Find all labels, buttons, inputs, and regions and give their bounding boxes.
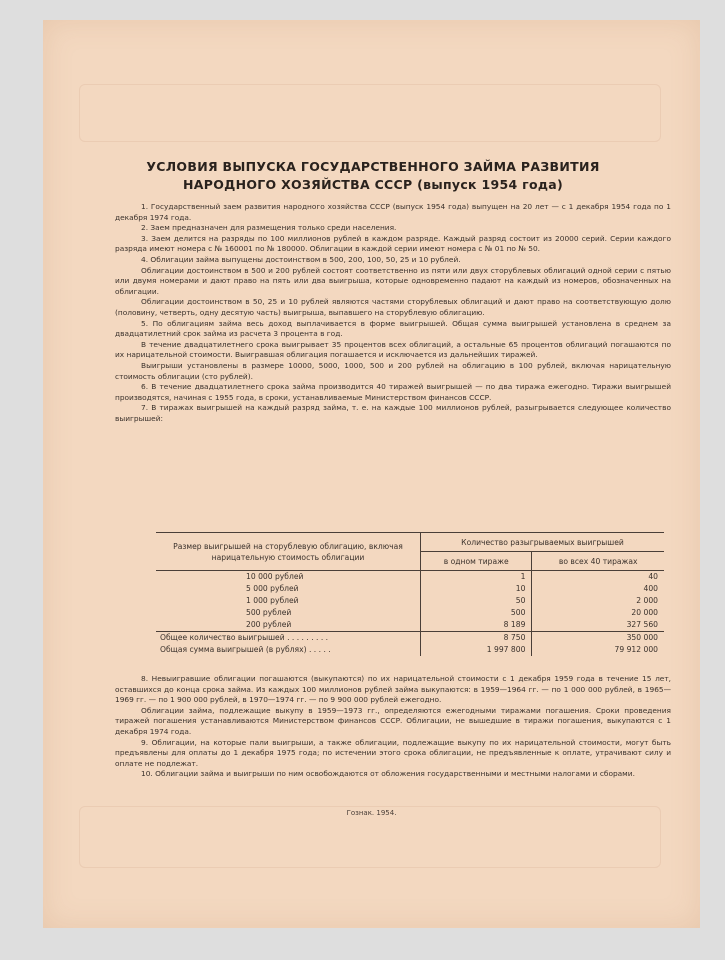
table-row [156,607,664,619]
paragraph: 3. Заем делится на разряды по 100 миллионов рублей в каждом разряде. Каждый разряд состоит из 20000 серий. Серии каждого разряда имеют номера с № 160001 по № 180000. Облигации в каждой серии имеют номера с № 01 по № 50. [115,233,671,254]
table-row [156,619,664,632]
show-through-frame-top [79,84,661,142]
prize-label-cell: 500 рублей [156,607,421,619]
prize-label-cell: 10 000 рублей [156,571,421,584]
one-draw-cell: 8 189 [421,619,532,632]
table-header-all-draws: во всех 40 тиражах [532,552,664,571]
paragraph: 9. Облигации, на которые пали выигрыши, а также облигации, подлежащие выкупу по их нарицательной стоимости, могут быть предъявлены для оплаты до 1 декабря 1975 года; по истечении этого срока облигации, не предъявленные к оплате, утрачивают силу и оплате не подлежат. [115,737,671,768]
all-draws-cell: 400 [643,584,658,593]
conditions-text-top [115,202,671,424]
paragraph: В течение двадцатилетнего срока выигрывает 35 процентов всех облигаций, а остальные 65 процентов облигаций погашаются по их нарицательной стоимости. Выигравшая облигация погашается и исключается из дальнейших тиражей. [115,339,671,360]
one-draw-cell: 1 [421,571,532,584]
bond-sheet [43,20,700,928]
paragraph: 5. По облигациям займа весь доход выплачивается в форме выигрышей. Общая сумма выигрышей установлена в среднем за двадцатилетний срок займа из расчета 3 процента в год. [115,318,671,339]
all-draws-cell: 40 [648,572,658,581]
paragraph: Облигации достоинством в 50, 25 и 10 рублей являются частями сторублевых облигаций и дают право на соответствующую долю (половину, четверть, одну десятую часть) выигрыша, выпавшего на сторублевую облигацию. [115,297,671,317]
paragraph: Выигрыши установлены в размере 10000, 5000, 1000, 500 и 200 рублей на облигацию в 100 рублей, включая нарицательную стоимость облигации (сто рублей). [115,360,671,381]
printer-imprint: Гознак. 1954. [346,809,397,817]
table-header-prize-size: Размер выигрышей на сторублевую облигацию, включая нарицательную стоимость облигации [156,533,421,571]
table-row [156,571,664,584]
table-row [156,583,664,595]
conditions-text-bottom [115,674,671,780]
one-draw-cell: 8 750 [421,632,532,645]
all-draws-cell: 20 000 [631,608,658,617]
document-title-line-2: НАРОДНОГО ХОЗЯЙСТВА СССР (выпуск 1954 года) [183,177,563,192]
paragraph: 10. Облигации займа и выигрыши по ним освобождаются от обложения государственными и местными налогами и сборами. [141,769,635,779]
paragraph: Облигации займа, подлежащие выкупу в 1959—1973 гг., определяются ежегодными тиражами погашения. Сроки проведения тиражей погашения устанавливаются Министерством финансов СССР. Облигации, не вышедшие в тиражи погашения, выкупаются с 1 декабря 1974 года. [115,705,671,736]
table-row [156,595,664,607]
paragraph: 1. Государственный заем развития народного хозяйства СССР (выпуск 1954 года) выпущен на 20 лет — с 1 декабря 1954 года по 1 декабря 1974 года. [115,202,671,222]
prize-label-cell: Общее количество выигрышей . . . . . . . . . [156,632,421,645]
prize-table [156,532,664,656]
all-draws-cell: 2 000 [636,596,658,605]
paragraph: 8. Невыигравшие облигации погашаются (выкупаются) по их нарицательной стоимости с 1 декабря 1959 года в течение 15 лет, оставшихся до конца срока займа. Из каждых 100 миллионов рублей займа выкупаются: в 1959—1964 гг. — по 1 000 000 рублей, в 1965—1969 гг. — по 1 900 000 рублей, в 1970—1974 гг. — по 9 900 000 рублей ежегодно. [115,674,671,705]
all-draws-cell: 79 912 000 [614,645,658,654]
prize-label-cell: Общая сумма выигрышей (в рублях) . . . . . [156,644,421,656]
table-header-one-draw: в одном тираже [421,552,532,571]
table-row [156,632,664,645]
document-title-line-1: УСЛОВИЯ ВЫПУСКА ГОСУДАРСТВЕННОГО ЗАЙМА РАЗВИТИЯ [146,159,600,174]
one-draw-cell: 10 [421,583,532,595]
one-draw-cell: 50 [421,595,532,607]
paragraph: 7. В тиражах выигрышей на каждый разряд займа, т. е. на каждые 100 миллионов рублей, разыгрывается следующее количество выигрышей: [115,403,671,423]
paragraph: 6. В течение двадцатилетнего срока займа производится 40 тиражей выигрышей — по два тиража ежегодно. Тиражи выигрышей производятся, начиная с 1955 года, в сроки, устанавливаемые Министерством финансов СССР. [115,382,671,402]
table-row [156,644,664,656]
paragraph: 2. Заем предназначен для размещения только среди населения. [141,223,397,233]
prize-label-cell: 1 000 рублей [156,595,421,607]
prize-label-cell: 200 рублей [156,619,421,632]
one-draw-cell: 1 997 800 [421,644,532,656]
prize-label-cell: 5 000 рублей [156,583,421,595]
all-draws-cell: 327 560 [532,619,664,632]
paragraph: Облигации достоинством в 500 и 200 рублей состоят соответственно из пяти или двух сторублевых облигаций одной серии с пятью или двумя номерами и дают право на пять или два выигрыша, которые одновременно падают на каждый из номеров, обозначенных на облигации. [115,265,671,296]
one-draw-cell: 500 [421,607,532,619]
all-draws-cell: 350 000 [626,633,658,642]
table-header-group: Количество разыгрываемых выигрышей [421,533,665,552]
paragraph: 4. Облигации займа выпущены достоинством в 500, 200, 100, 50, 25 и 10 рублей. [141,254,461,264]
